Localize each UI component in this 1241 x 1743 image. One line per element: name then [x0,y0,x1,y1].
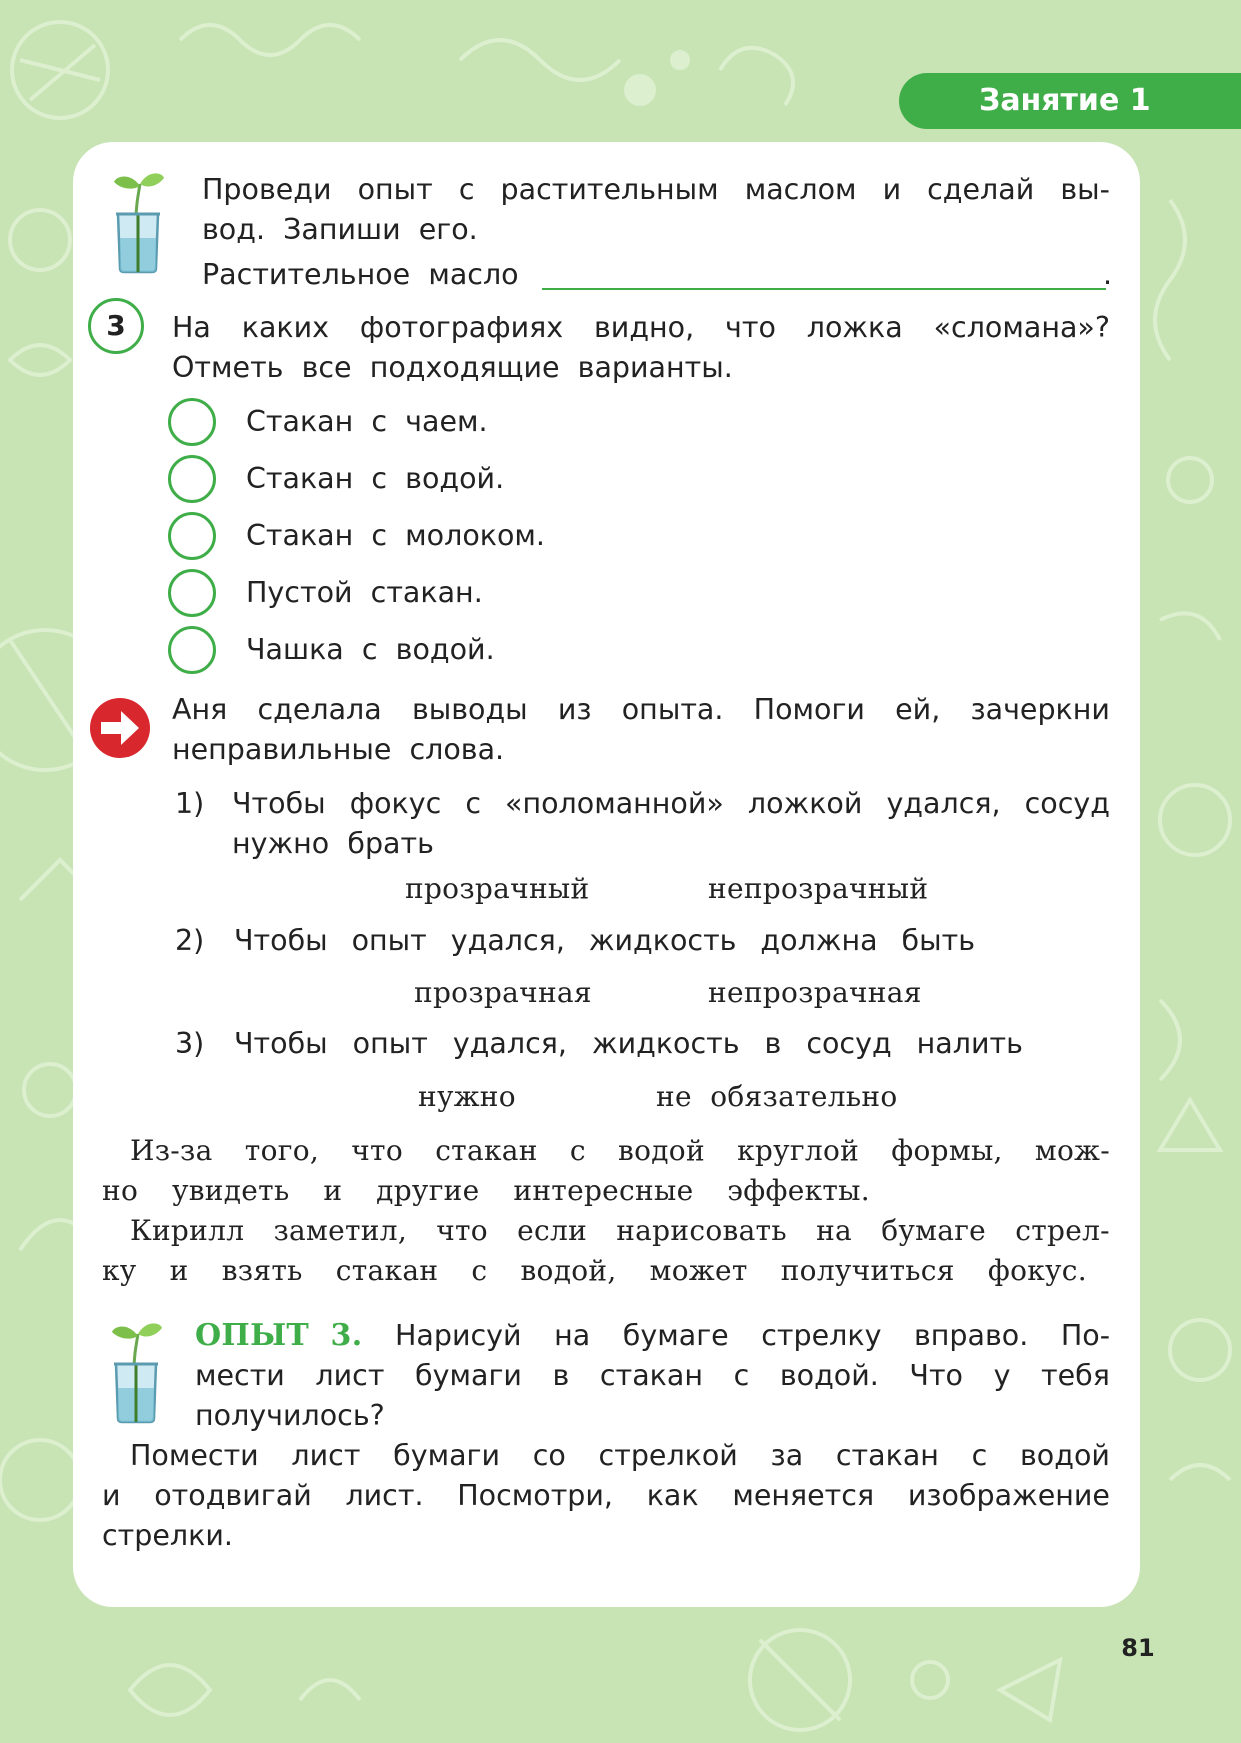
word: быть [901,924,975,957]
word: нарисовать [616,1214,787,1247]
intro-line-2: вод. Запиши его. [202,213,478,246]
word: ложка [806,311,903,344]
item-number-2: 2) [175,924,205,957]
word: жидкость [591,1027,740,1060]
word: «поломанной» [505,787,724,820]
option-label-3: Стакан с молоком. [246,519,545,552]
word: ложкой [747,787,863,820]
word: опыт [352,1027,428,1060]
word: вы- [1060,173,1110,206]
option-checkbox-3[interactable] [168,512,216,560]
word: видно, [594,311,695,344]
item-number-1: 1) [175,787,205,820]
word: фотографиях [359,311,564,344]
experiment-title: ОПЫТ 3. [195,1318,363,1353]
word: «сломана»? [933,311,1110,344]
item-1-line-1 [232,784,1110,824]
word: интересные [513,1174,694,1207]
word: что [725,311,776,344]
plant-beaker-icon [108,1318,164,1424]
word: стрелкой [598,1439,738,1472]
word: сосуд [806,1027,892,1060]
option-label-4: Пустой стакан. [246,576,483,609]
word: того, [244,1134,320,1167]
word: бумаге [622,1319,729,1352]
word: может [649,1254,748,1287]
word: удался, [886,787,1001,820]
word: отодвигай [154,1479,312,1512]
story-p2-line-2 [102,1251,1087,1291]
word: водой [1020,1439,1110,1472]
word: должна [760,924,878,957]
lesson-tab: Занятие 1 [899,73,1241,129]
word: стакан [435,1134,538,1167]
word: водой, [520,1254,617,1287]
word: стакан [599,1359,703,1392]
word: ей, [895,693,941,726]
word: и [102,1479,121,1512]
word: с [458,173,475,206]
word: сосуд [1024,787,1110,820]
word: с [733,1359,750,1392]
word: но [102,1174,139,1207]
word: круглой [737,1134,860,1167]
word: стрелку [761,1319,882,1352]
task3-line-1 [172,308,1110,348]
option-checkbox-1[interactable] [168,398,216,446]
word: удался, [452,1027,567,1060]
word: в [764,1027,782,1060]
word: налить [916,1027,1023,1060]
word: водой [618,1134,705,1167]
word: стрел- [1015,1214,1110,1247]
word: другие [376,1174,480,1207]
word: из [557,693,592,726]
word: фокус. [987,1254,1087,1287]
word: что [351,1134,404,1167]
word: сделай [927,173,1035,206]
task3-line-2: Отметь все подходящие варианты. [172,351,733,384]
conclusions-line-2: неправильные слова. [172,733,505,766]
word: На [172,311,211,344]
word: со [532,1439,566,1472]
word: на [816,1214,853,1247]
word: вправо. [914,1319,1029,1352]
word: сделала [257,693,382,726]
choice-word-1a[interactable]: прозрачный [405,872,590,905]
word: Чтобы [234,1027,328,1060]
word: По- [1060,1319,1110,1352]
story-p2-line-1 [130,1211,1110,1251]
word: эффекты. [727,1174,870,1207]
item-2-line-1 [234,921,975,961]
word: увидеть [171,1174,290,1207]
item-number-3: 3) [175,1027,205,1060]
word: удался, [450,924,565,957]
word: опыта. [621,693,724,726]
word: растительным [500,173,719,206]
plant-beaker-icon [110,168,166,274]
word: стакан [335,1254,439,1287]
word: Из-за [130,1134,213,1167]
story-p1-line-1 [130,1131,1110,1171]
word: с [471,1254,488,1287]
word: Проведи [202,173,332,206]
word: в [552,1359,570,1392]
word: водой. [779,1359,879,1392]
word: заметил, [273,1214,408,1247]
word: опыт [351,924,427,957]
word: Кирилл [130,1214,245,1247]
conclusions-line-1 [172,690,1110,730]
intro-line-1 [202,170,1110,210]
word: меняется [732,1479,875,1512]
word: Чтобы [232,787,326,820]
option-checkbox-2[interactable] [168,455,216,503]
word: как [646,1479,699,1512]
word: на [554,1319,591,1352]
word: Что [909,1359,963,1392]
option-checkbox-4[interactable] [168,569,216,617]
word: за [770,1439,804,1472]
choice-word-3b[interactable]: не обязательно [656,1080,898,1113]
word: у [993,1359,1011,1392]
word: что [436,1214,488,1247]
experiment-line-2 [195,1356,1110,1396]
choice-word-2b[interactable]: непрозрачная [708,976,922,1009]
word: маслом [744,173,857,206]
experiment-p-line-2 [102,1476,1110,1516]
answer-end: . [1103,258,1113,291]
word: Нарисуй [395,1319,522,1352]
word: и [169,1254,189,1287]
item-1-line-2: нужно брать [232,827,434,860]
word: с [569,1134,586,1167]
word: с [971,1439,988,1472]
choice-word-3a[interactable]: нужно [418,1080,516,1113]
option-label-5: Чашка с водой. [246,633,495,666]
answer-line[interactable] [542,288,1106,290]
word: формы, [891,1134,1003,1167]
experiment-line-3: получилось? [195,1399,385,1432]
word: ку [102,1254,137,1287]
option-label-2: Стакан с водой. [246,462,505,495]
word: жидкость [588,924,737,957]
word: бумаги [393,1439,501,1472]
word: бумаге [881,1214,987,1247]
word: мож- [1034,1134,1110,1167]
word: если [517,1214,588,1247]
word: получиться [780,1254,955,1287]
word: выводы [411,693,528,726]
answer-label: Растительное масло [202,258,519,291]
word: опыт [357,173,433,206]
option-label-1: Стакан с чаем. [246,405,488,438]
experiment-p-line-3: стрелки. [102,1519,233,1552]
word: Посмотри, [457,1479,613,1512]
experiment-line-1 [395,1316,1110,1356]
word: лист [291,1439,361,1472]
word: Помоги [753,693,865,726]
word: Чтобы [234,924,328,957]
word: и [882,173,902,206]
option-checkbox-5[interactable] [168,626,216,674]
word: изображение [907,1479,1110,1512]
experiment-p-line-1 [130,1436,1110,1476]
word: с [465,787,481,820]
word: каких [241,311,330,344]
word: тебя [1041,1359,1110,1392]
word: лист [315,1359,385,1392]
choice-word-1b[interactable]: непрозрачный [708,872,929,905]
word: лист. [345,1479,424,1512]
word: бумаги [415,1359,522,1392]
story-p1-line-2 [102,1171,870,1211]
word: взять [221,1254,303,1287]
item-3-line-1 [234,1024,1023,1064]
word: Помести [130,1439,259,1472]
choice-word-2a[interactable]: прозрачная [414,976,592,1009]
task-number-badge: 3 [88,298,144,354]
page-number: 81 [1121,1634,1155,1662]
word: зачеркни [970,693,1110,726]
word: мести [195,1359,285,1392]
word: фокус [349,787,442,820]
word: и [323,1174,343,1207]
word: Аня [172,693,228,726]
word: стакан [835,1439,939,1472]
arrow-right-circle-icon [89,697,151,759]
